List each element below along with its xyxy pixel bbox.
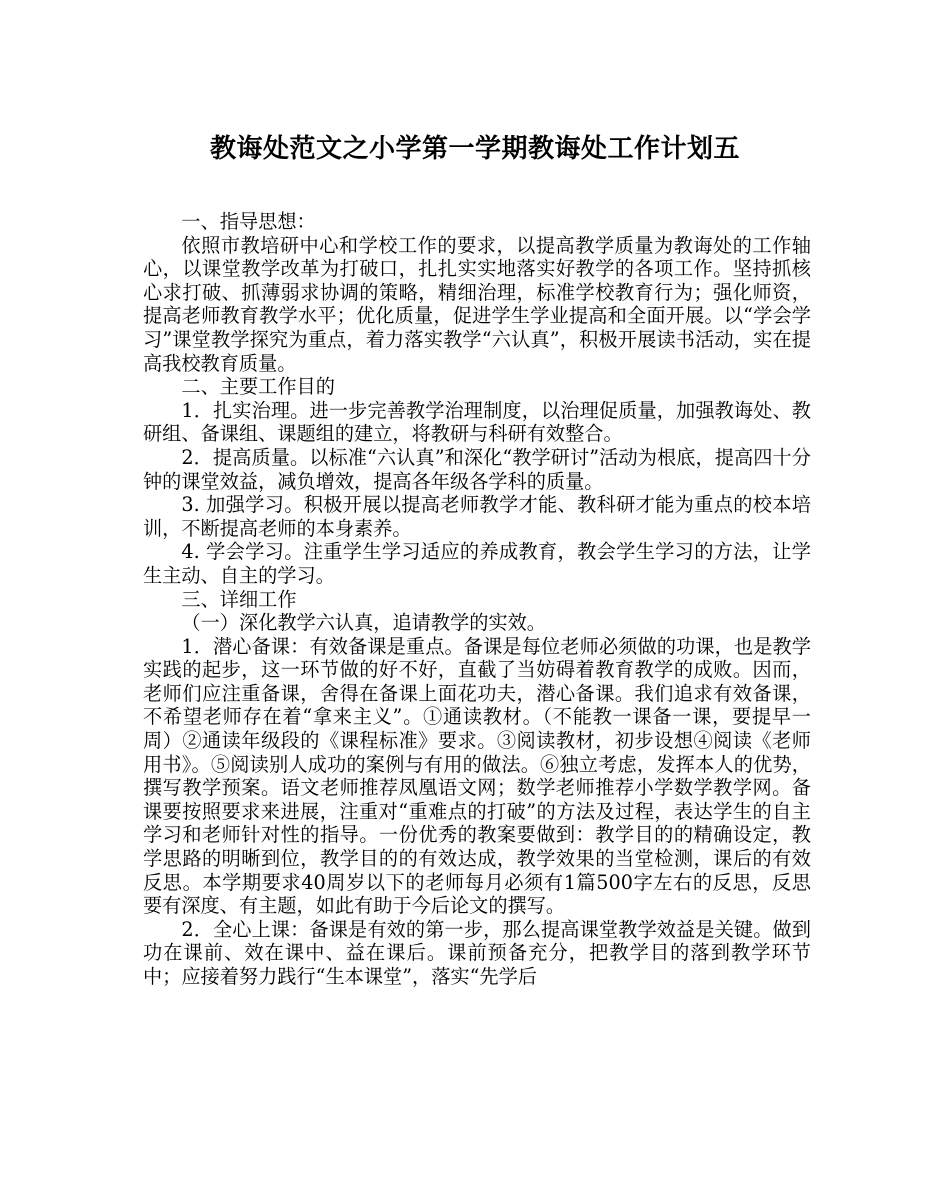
paragraph: 2．全心上课：备课是有效的第一步，那么提高课堂教学效益是关键。做到功在课前、效在课中、益在课后。课前预备充分，把教学目的落到教学环节中；应接着努力践行“生本课堂”，落实“先学后 (143, 917, 811, 988)
heading-guiding-ideology: 一、指导思想： (181, 210, 316, 233)
paragraph: 1．潜心备课：有效备课是重点。备课是每位老师必须做的功课，也是教学实践的起步，这一环节做的好不好，直截了当妨碍着教育教学的成败。因而，老师们应注重备课，舍得在备课上面花功夫，潜心备课。我们追求有效备课，不希望老师存在着“拿来主义”。①通读教材。（不能教一课备一课，要提早一周）②通读年级段的《课程标准》要求。③阅读教材，初步设想④阅读《老师用书》。⑤阅读别人成功的案例与有用的做法。⑥独立考虑，发挥本人的优势，撰写教学预案。语文老师推荐凤凰语文网；数学老师推荐小学数学教学网。备课要按照要求来进展，注重对“重难点的打破”的方法及过程，表达学生的自主学习和老师针对性的指导。一份优秀的教案要做到：教学目的的精确设定，教学思路的明晰到位，教学目的的有效达成，教学效果的当堂检测，课后的有效反思。本学期要求40周岁以下的老师每月必须有1篇500字左右的反思，反思要有深度、有主题，如此有助于今后论文的撰写。 (143, 634, 811, 918)
list-item: 1．扎实治理。进一步完善教学治理制度，以治理促质量，加强教诲处、教研组、备课组、课题组的建立，将教研与科研有效整合。 (143, 398, 811, 446)
heading-detailed-work: 三、详细工作 (181, 587, 297, 611)
list-item: 3. 加强学习。积极开展以提高老师教学才能、教科研才能为重点的校本培训，不断提高老师的本身素养。 (143, 493, 811, 540)
paragraph: 依照市教培研中心和学校工作的要求，以提高教学质量为教诲处的工作轴心，以课堂教学改革为打破口，扎扎实实地落实好教学的各项工作。坚持抓核心求打破、抓薄弱求协调的策略，精细治理，标准学校教育行为；强化师资，提高老师教育教学水平；优化质量，促进学生学业提高和全面开展。以“学会学习”课堂教学探究为重点，着力落实教学“六认真”，积极开展读书活动，实在提高我校教育质量。 (143, 233, 811, 375)
document-body (143, 210, 811, 989)
document-title: 教诲处范文之小学第一学期教诲处工作计划五 (209, 134, 740, 164)
heading-main-goals: 二、主要工作目的 (181, 375, 335, 399)
list-item: 2．提高质量。以标准“六认真”和深化“教学研讨”活动为根底，提高四十分钟的课堂效益，减负增效，提高各年级各学科的质量。 (143, 445, 811, 493)
list-item: 4. 学会学习。注重学生学习适应的养成教育，教会学生学习的方法，让学生主动、自主的学习。 (143, 540, 811, 587)
subheading: （一）深化教学六认真，追请教学的实效。 (181, 611, 546, 635)
